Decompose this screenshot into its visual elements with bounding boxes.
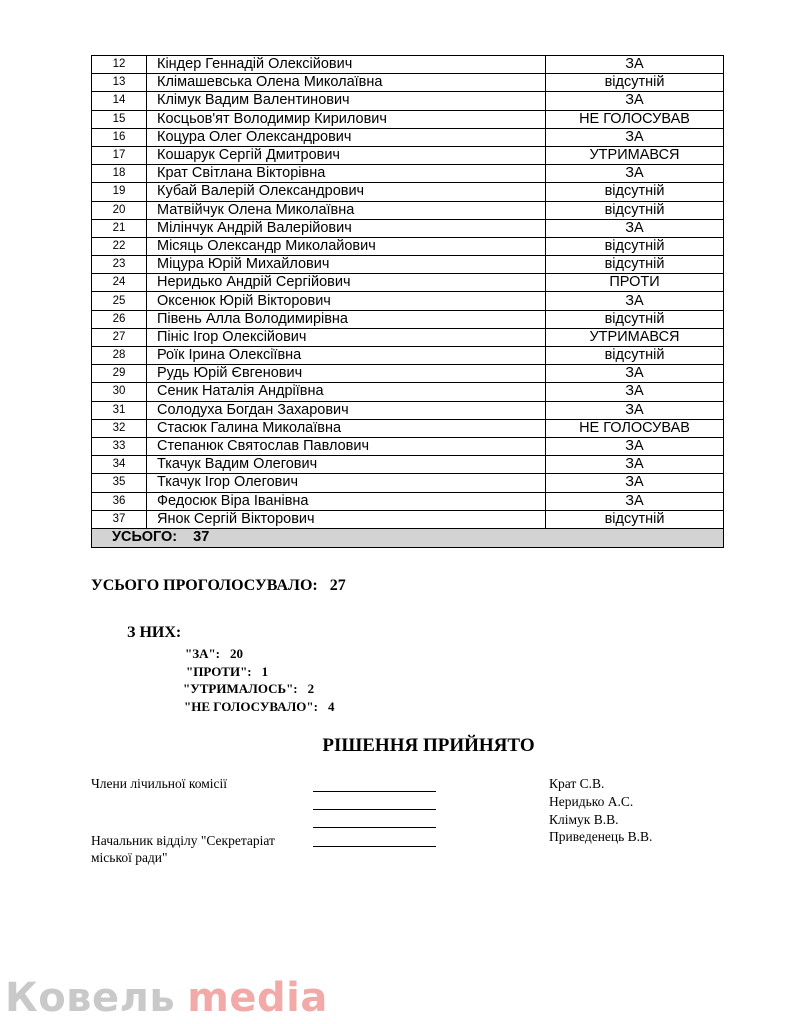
- breakdown-label: "ПРОТИ":: [186, 663, 252, 679]
- row-number: 26: [92, 310, 147, 328]
- member-name: Кубай Валерій Олександрович: [147, 183, 546, 201]
- signatory-name: Крат С.В.: [549, 776, 605, 791]
- table-row: [92, 219, 724, 237]
- member-name: Стасюк Галина Миколаївна: [147, 419, 546, 437]
- member-name: Клімашевська Олена Миколаївна: [147, 74, 546, 92]
- row-number: 22: [92, 237, 147, 255]
- row-number: 32: [92, 419, 147, 437]
- vote-result: ЗА: [546, 492, 724, 510]
- row-number: 21: [92, 219, 147, 237]
- table-row: [92, 492, 724, 510]
- vote-result: УТРИМАВСЯ: [546, 146, 724, 164]
- watermark-logo: [5, 975, 328, 1021]
- member-name: Косцьов'ят Володимир Кирилович: [147, 110, 546, 128]
- member-name: Матвійчук Олена Миколаївна: [147, 201, 546, 219]
- table-row: [92, 201, 724, 219]
- vote-result: відсутній: [546, 347, 724, 365]
- signatory-name: Приведенець В.В.: [549, 829, 653, 845]
- watermark-part1: Ковель: [5, 975, 176, 1021]
- vote-result: ЗА: [546, 92, 724, 110]
- vote-result: УТРИМАВСЯ: [546, 328, 724, 346]
- vote-result: ПРОТИ: [546, 274, 724, 292]
- head-label-line2: міської ради": [91, 850, 168, 865]
- vote-result: відсутній: [546, 310, 724, 328]
- head-label-line1: Начальник відділу "Секретаріат: [91, 833, 275, 848]
- row-number: 19: [92, 183, 147, 201]
- vote-result: НЕ ГОЛОСУВАВ: [546, 419, 724, 437]
- member-name: Ткачук Ігор Олегович: [147, 474, 546, 492]
- vote-result: НЕ ГОЛОСУВАВ: [546, 110, 724, 128]
- voting-table-body: [92, 56, 724, 529]
- row-number: 33: [92, 437, 147, 455]
- row-number: 25: [92, 292, 147, 310]
- vote-result: ЗА: [546, 365, 724, 383]
- member-name: Кіндер Геннадій Олексійович: [147, 56, 546, 74]
- member-name: Янок Сергій Вікторович: [147, 510, 546, 528]
- row-number: 30: [92, 383, 147, 401]
- member-name: Роїк Ірина Олексіївна: [147, 347, 546, 365]
- member-name: Рудь Юрій Євгенович: [147, 365, 546, 383]
- member-name: Крат Світлана Вікторівна: [147, 165, 546, 183]
- member-name: Міцура Юрій Михайлович: [147, 256, 546, 274]
- vote-result: ЗА: [546, 219, 724, 237]
- signature-line: [313, 791, 436, 792]
- row-number: 16: [92, 128, 147, 146]
- table-row: [92, 347, 724, 365]
- watermark-part2: media: [187, 975, 328, 1021]
- vote-result: відсутній: [546, 256, 724, 274]
- row-number: 27: [92, 328, 147, 346]
- total-voted-label: УСЬОГО ПРОГОЛОСУВАЛО:: [91, 577, 318, 594]
- table-row: [92, 274, 724, 292]
- breakdown-value: 1: [261, 663, 269, 679]
- total-label: УСЬОГО:: [112, 529, 178, 546]
- total-row: [92, 528, 724, 547]
- total-value: 37: [193, 529, 210, 546]
- table-row: [92, 383, 724, 401]
- table-row: [92, 183, 724, 201]
- member-name: Оксенюк Юрій Вікторович: [147, 292, 546, 310]
- table-row: [92, 437, 724, 455]
- vote-result: ЗА: [546, 401, 724, 419]
- breakdown-label: "НЕ ГОЛОСУВАЛО":: [184, 698, 318, 714]
- table-row: [92, 328, 724, 346]
- member-name: Неридько Андрій Сергійович: [147, 274, 546, 292]
- table-row: [92, 419, 724, 437]
- vote-result: ЗА: [546, 474, 724, 492]
- table-row: [92, 110, 724, 128]
- breakdown-label: "ЗА":: [185, 646, 221, 661]
- breakdown-for: [185, 645, 334, 663]
- vote-result: відсутній: [546, 237, 724, 255]
- table-row: [92, 92, 724, 110]
- row-number: 14: [92, 92, 147, 110]
- row-number: 34: [92, 456, 147, 474]
- member-name: Мілінчук Андрій Валерійович: [147, 219, 546, 237]
- row-number: 17: [92, 146, 147, 164]
- commission-label: Члени лічильної комісії: [91, 776, 227, 791]
- table-row: [92, 165, 724, 183]
- table-row: [92, 237, 724, 255]
- row-number: 15: [92, 110, 147, 128]
- table-row: [92, 256, 724, 274]
- row-number: 29: [92, 365, 147, 383]
- row-number: 20: [92, 201, 147, 219]
- row-number: 35: [92, 474, 147, 492]
- row-number: 36: [92, 492, 147, 510]
- vote-result: ЗА: [546, 56, 724, 74]
- vote-result: відсутній: [546, 510, 724, 528]
- row-number: 13: [92, 74, 147, 92]
- voting-table: [91, 55, 724, 548]
- signature-line: [313, 809, 436, 810]
- table-row: [92, 510, 724, 528]
- row-number: 31: [92, 401, 147, 419]
- vote-result: ЗА: [546, 437, 724, 455]
- table-row: [92, 146, 724, 164]
- member-name: Місяць Олександр Миколайович: [147, 237, 546, 255]
- vote-result: ЗА: [546, 456, 724, 474]
- member-name: Солодуха Богдан Захарович: [147, 401, 546, 419]
- vote-result: відсутній: [546, 201, 724, 219]
- signature-line: [313, 827, 436, 828]
- breakdown-abstained: [183, 680, 334, 698]
- breakdown-not-voted: [184, 698, 334, 716]
- row-number: 37: [92, 510, 147, 528]
- vote-result: ЗА: [546, 128, 724, 146]
- vote-breakdown: [185, 645, 334, 715]
- vote-result: ЗА: [546, 383, 724, 401]
- row-number: 18: [92, 165, 147, 183]
- member-name: Федосюк Віра Іванівна: [147, 492, 546, 510]
- member-name: Пініс Ігор Олексійович: [147, 328, 546, 346]
- member-name: Степанюк Святослав Павлович: [147, 437, 546, 455]
- table-row: [92, 456, 724, 474]
- total-cell: [92, 528, 724, 547]
- row-number: 24: [92, 274, 147, 292]
- total-voted-value: 27: [329, 577, 346, 594]
- vote-result: ЗА: [546, 165, 724, 183]
- member-name: Сеник Наталія Андріївна: [147, 383, 546, 401]
- table-row: [92, 401, 724, 419]
- member-name: Півень Алла Володимирівна: [147, 310, 546, 328]
- of-them-heading: З НИХ:: [127, 624, 182, 641]
- breakdown-value: 20: [230, 646, 244, 661]
- member-name: Коцура Олег Олександрович: [147, 128, 546, 146]
- signatory-name: Неридько А.С.: [549, 793, 634, 809]
- member-name: Ткачук Вадим Олегович: [147, 456, 546, 474]
- signatory-name: Клімук В.В.: [549, 811, 619, 827]
- breakdown-label: "УТРИМАЛОСЬ":: [183, 681, 298, 696]
- member-name: Клімук Вадим Валентинович: [147, 92, 546, 110]
- member-name: Кошарук Сергій Дмитрович: [147, 146, 546, 164]
- decision-heading: РІШЕННЯ ПРИЙНЯТО: [322, 735, 535, 756]
- breakdown-value: 4: [327, 698, 335, 714]
- row-number: 23: [92, 256, 147, 274]
- table-row: [92, 128, 724, 146]
- row-number: 12: [92, 56, 147, 74]
- table-row: [92, 474, 724, 492]
- signatory-names: [549, 775, 652, 846]
- breakdown-value: 2: [307, 681, 315, 696]
- signature-line: [313, 846, 436, 847]
- table-row: [92, 292, 724, 310]
- table-row: [92, 310, 724, 328]
- vote-result: ЗА: [546, 292, 724, 310]
- vote-result: відсутній: [546, 74, 724, 92]
- head-label: [91, 832, 275, 866]
- breakdown-against: [185, 663, 334, 681]
- table-row: [92, 74, 724, 92]
- vote-result: відсутній: [546, 183, 724, 201]
- total-voted: [91, 577, 346, 595]
- table-row: [92, 365, 724, 383]
- row-number: 28: [92, 347, 147, 365]
- table-row: [92, 56, 724, 74]
